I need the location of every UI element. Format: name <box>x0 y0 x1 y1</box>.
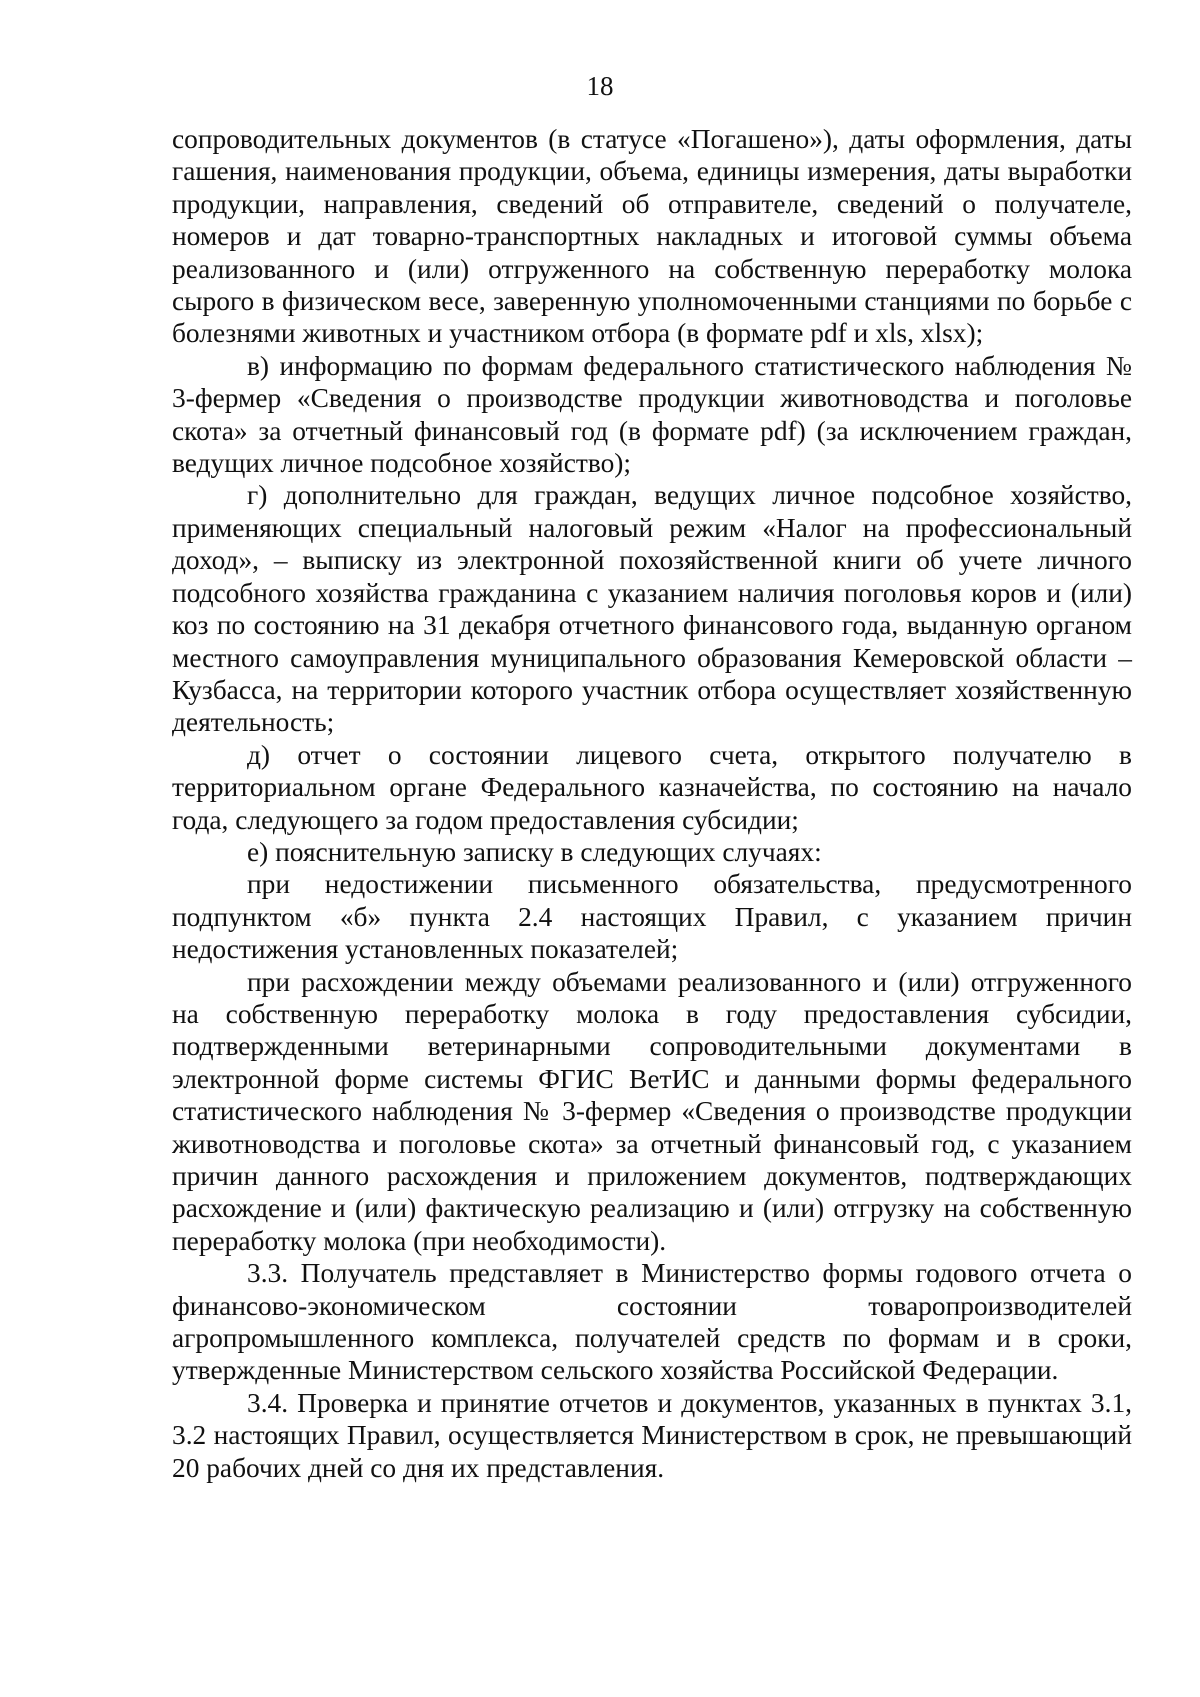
document-body <box>172 123 1132 1484</box>
paragraph-item-e: е) пояснительную записку в следующих случаях: <box>247 836 822 867</box>
paragraph-case-1: при недостижении письменного обязательства, предусмотренного подпунктом «б» пункта 2.4 настоящих Правил, с указанием причин недостижения установленных показателей; <box>172 869 1132 965</box>
paragraph-item-g: г) дополнительно для граждан, ведущих личное подсобное хозяйство, применяющих специальный налоговый режим «Налог на профессиональный доход», – выписку из электронной похозяйственной книги об учете личного подсобного хозяйства гражданина с указанием наличия поголовья коров и (или) коз по состоянию на 31 декабря отчетного финансового года, выданную органом местного самоуправления муниципального образования Кемеровской области – Кузбасса, на территории которого участник отбора осуществляет хозяйственную деятельность; <box>172 480 1132 738</box>
paragraph-case-2: при расхождении между объемами реализованного и (или) отгруженного на собственную переработку молока в году предоставления субсидии, подтвержденными ветеринарными сопроводительными документами в электронной форме системы ФГИС ВетИС и данными формы федерального статистического наблюдения № 3-фермер «Сведения о производстве продукции животноводства и поголовье скота» за отчетный финансовый год, с указанием причин данного расхождения и приложением документов, подтверждающих расхождение и (или) фактическую реализацию и (или) отгрузку на собственную переработку молока (при необходимости). <box>172 966 1132 1256</box>
paragraph-section-3-4: 3.4. Проверка и принятие отчетов и документов, указанных в пунктах 3.1, 3.2 настоящих Правил, осуществляется Министерством в срок, не превышающий 20 рабочих дней со дня их представления. <box>172 1387 1132 1483</box>
page-number: 18 <box>586 71 614 101</box>
paragraph-continuation: сопроводительных документов (в статусе «Погашено»), даты оформления, даты гашения, наименования продукции, объема, единицы измерения, даты выработки продукции, направления, сведений об отправителе, сведений о получателе, номеров и дат товарно-транспортных накладных и итоговой суммы объема реализованного и (или) отгруженного на собственную переработку молока сырого в физическом весе, заверенную уполномоченными станциями по борьбе с болезнями животных и участником отбора (в формате pdf и xls, xlsx); <box>172 124 1132 349</box>
paragraph-section-3-3: 3.3. Получатель представляет в Министерство формы годового отчета о финансово-экономическом состоянии товаропроизводителей агропромышленного комплекса, получателей средств по формам и в сроки, утвержденные Министерством сельского хозяйства Российской Федерации. <box>172 1258 1132 1386</box>
paragraph-item-v: в) информацию по формам федерального статистического наблюдения № 3-фермер «Сведения о производстве продукции животноводства и поголовье скота» за отчетный финансовый год (в формате pdf) (за исключением граждан, ведущих личное подсобное хозяйство); <box>172 350 1132 479</box>
paragraph-item-d: д) отчет о состоянии лицевого счета, открытого получателю в территориальном органе Федерального казначейства, по состоянию на начало года, следующего за годом предоставления субсидии; <box>172 739 1132 835</box>
